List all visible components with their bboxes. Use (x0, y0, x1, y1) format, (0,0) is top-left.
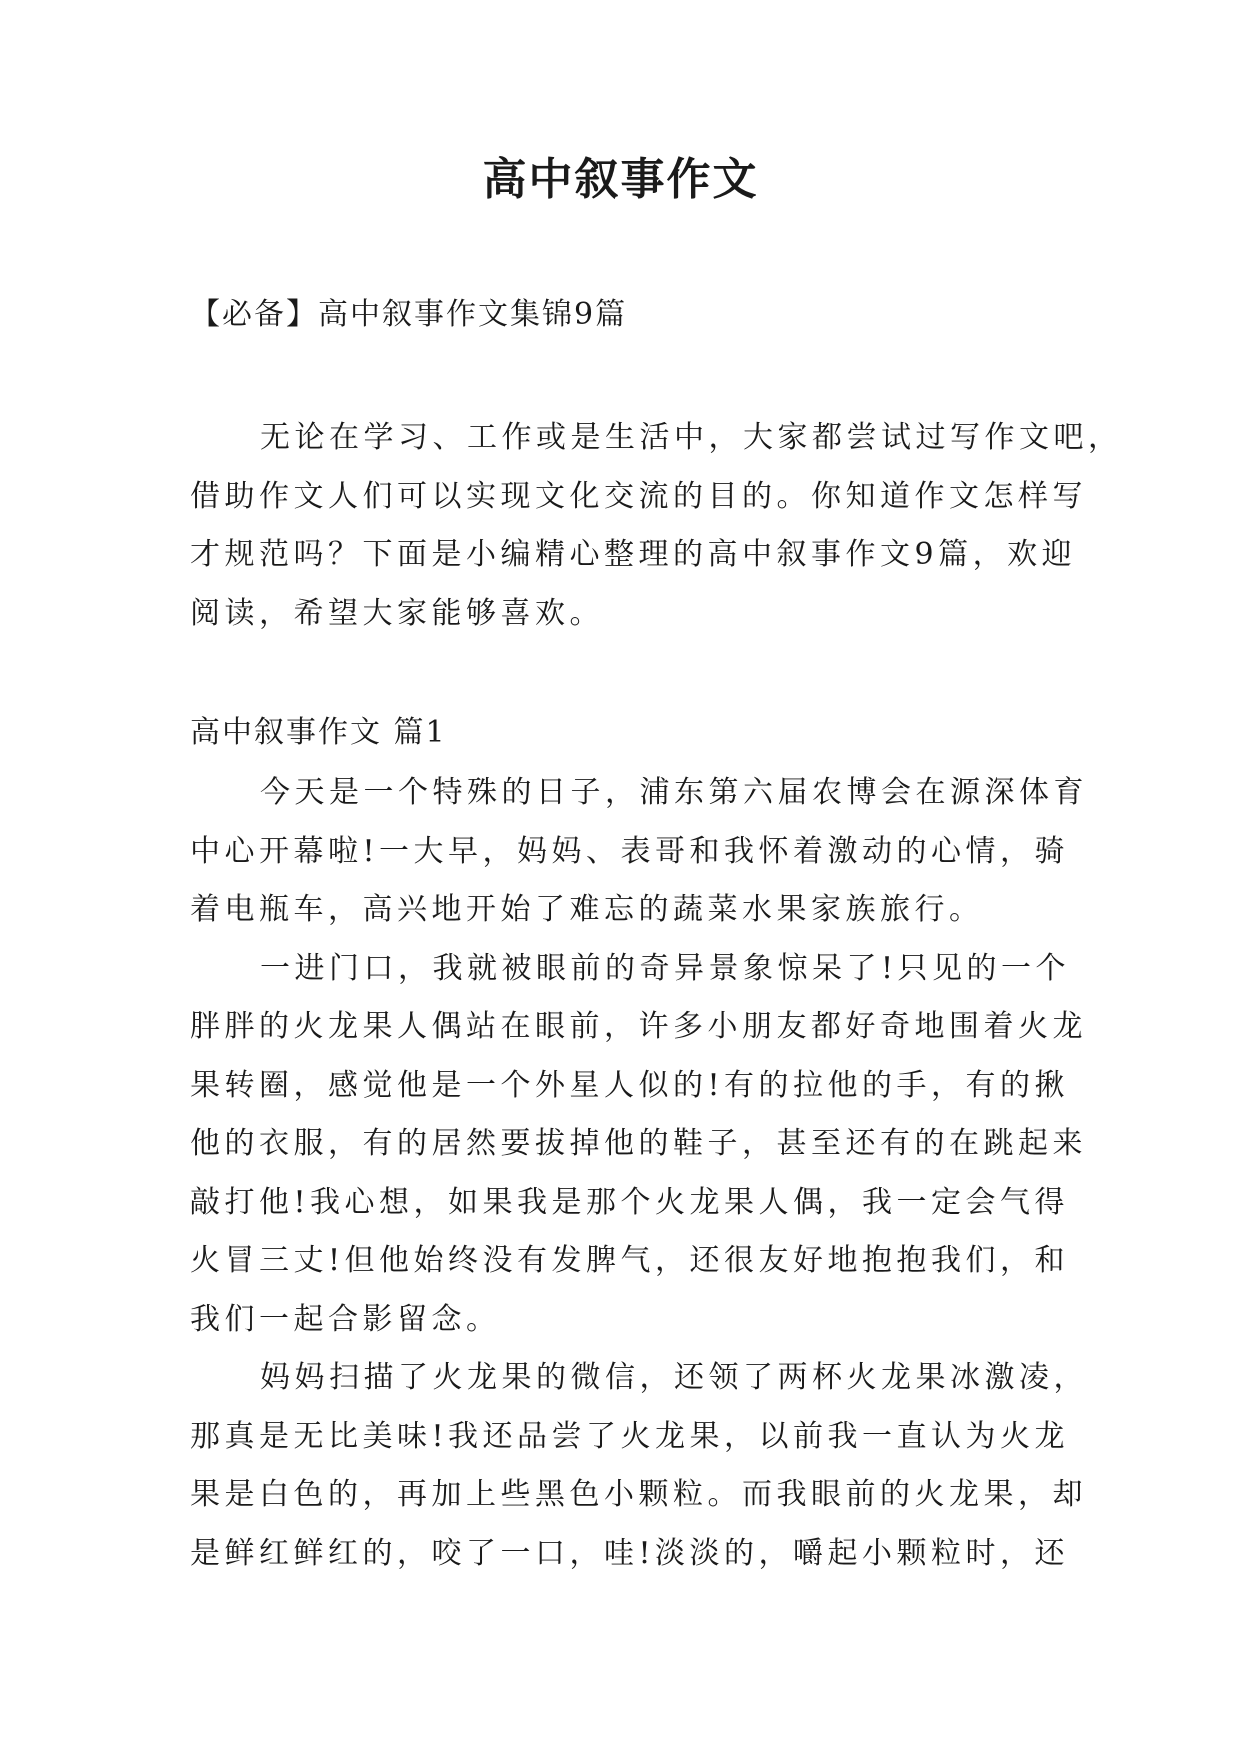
essay-line: 着电瓶车，高兴地开始了难忘的蔬菜水果家族旅行。 (190, 892, 984, 927)
essay-line: 胖胖的火龙果人偶站在眼前，许多小朋友都好奇地围着火龙 (190, 1009, 1087, 1044)
essay-line: 果转圈，感觉他是一个外星人似的!有的拉他的手，有的揪 (190, 1067, 1070, 1103)
essay-line: 是鲜红鲜红的，咬了一口，哇!淡淡的，嚼起小颗粒时，还 (190, 1535, 1070, 1571)
document-subtitle: 【必备】高中叙事作文集锦9篇 (190, 297, 628, 332)
essay-line: 敲打他!我心想，如果我是那个火龙果人偶，我一定会气得 (190, 1184, 1070, 1220)
essay-line: 今天是一个特殊的日子，浦东第六届农博会在源深体育 (260, 775, 1088, 810)
intro-line: 才规范吗？下面是小编精心整理的高中叙事作文9篇，欢迎 (190, 537, 1077, 572)
essay-line: 那真是无比美味!我还品尝了火龙果，以前我一直认为火龙 (190, 1418, 1070, 1454)
essay-paragraph (190, 1349, 1088, 1583)
essay-paragraph (190, 940, 1087, 1350)
essay-line: 中心开幕啦!一大早，妈妈、表哥和我怀着激动的心情，骑 (190, 833, 1070, 869)
intro-line: 借助作文人们可以实现文化交流的目的。你知道作文怎样写 (190, 478, 1087, 514)
essay-line: 他的衣服，有的居然要拔掉他的鞋子，甚至还有的在跳起来 (190, 1126, 1087, 1161)
essay-line: 我们一起合影留念。 (190, 1301, 501, 1337)
section-heading: 高中叙事作文 篇1 (190, 715, 447, 750)
intro-line: 阅读，希望大家能够喜欢。 (190, 595, 604, 631)
essay-line: 果是白色的，再加上些黑色小颗粒。而我眼前的火龙果，却 (190, 1477, 1087, 1512)
essay-body (190, 764, 1088, 1583)
intro-line: 无论在学习、工作或是生活中，大家都尝试过写作文吧， (260, 420, 1123, 455)
document-title: 高中叙事作文 (482, 154, 759, 205)
essay-line: 妈妈扫描了火龙果的微信，还领了两杯火龙果冰激凌， (260, 1360, 1088, 1395)
essay-line: 一进门口，我就被眼前的奇异景象惊呆了!只见的一个 (260, 950, 1071, 986)
essay-line: 火冒三丈!但他始终没有发脾气，还很友好地抱抱我们，和 (190, 1243, 1070, 1278)
essay-paragraph (190, 764, 1088, 940)
intro-paragraph (190, 409, 1123, 643)
